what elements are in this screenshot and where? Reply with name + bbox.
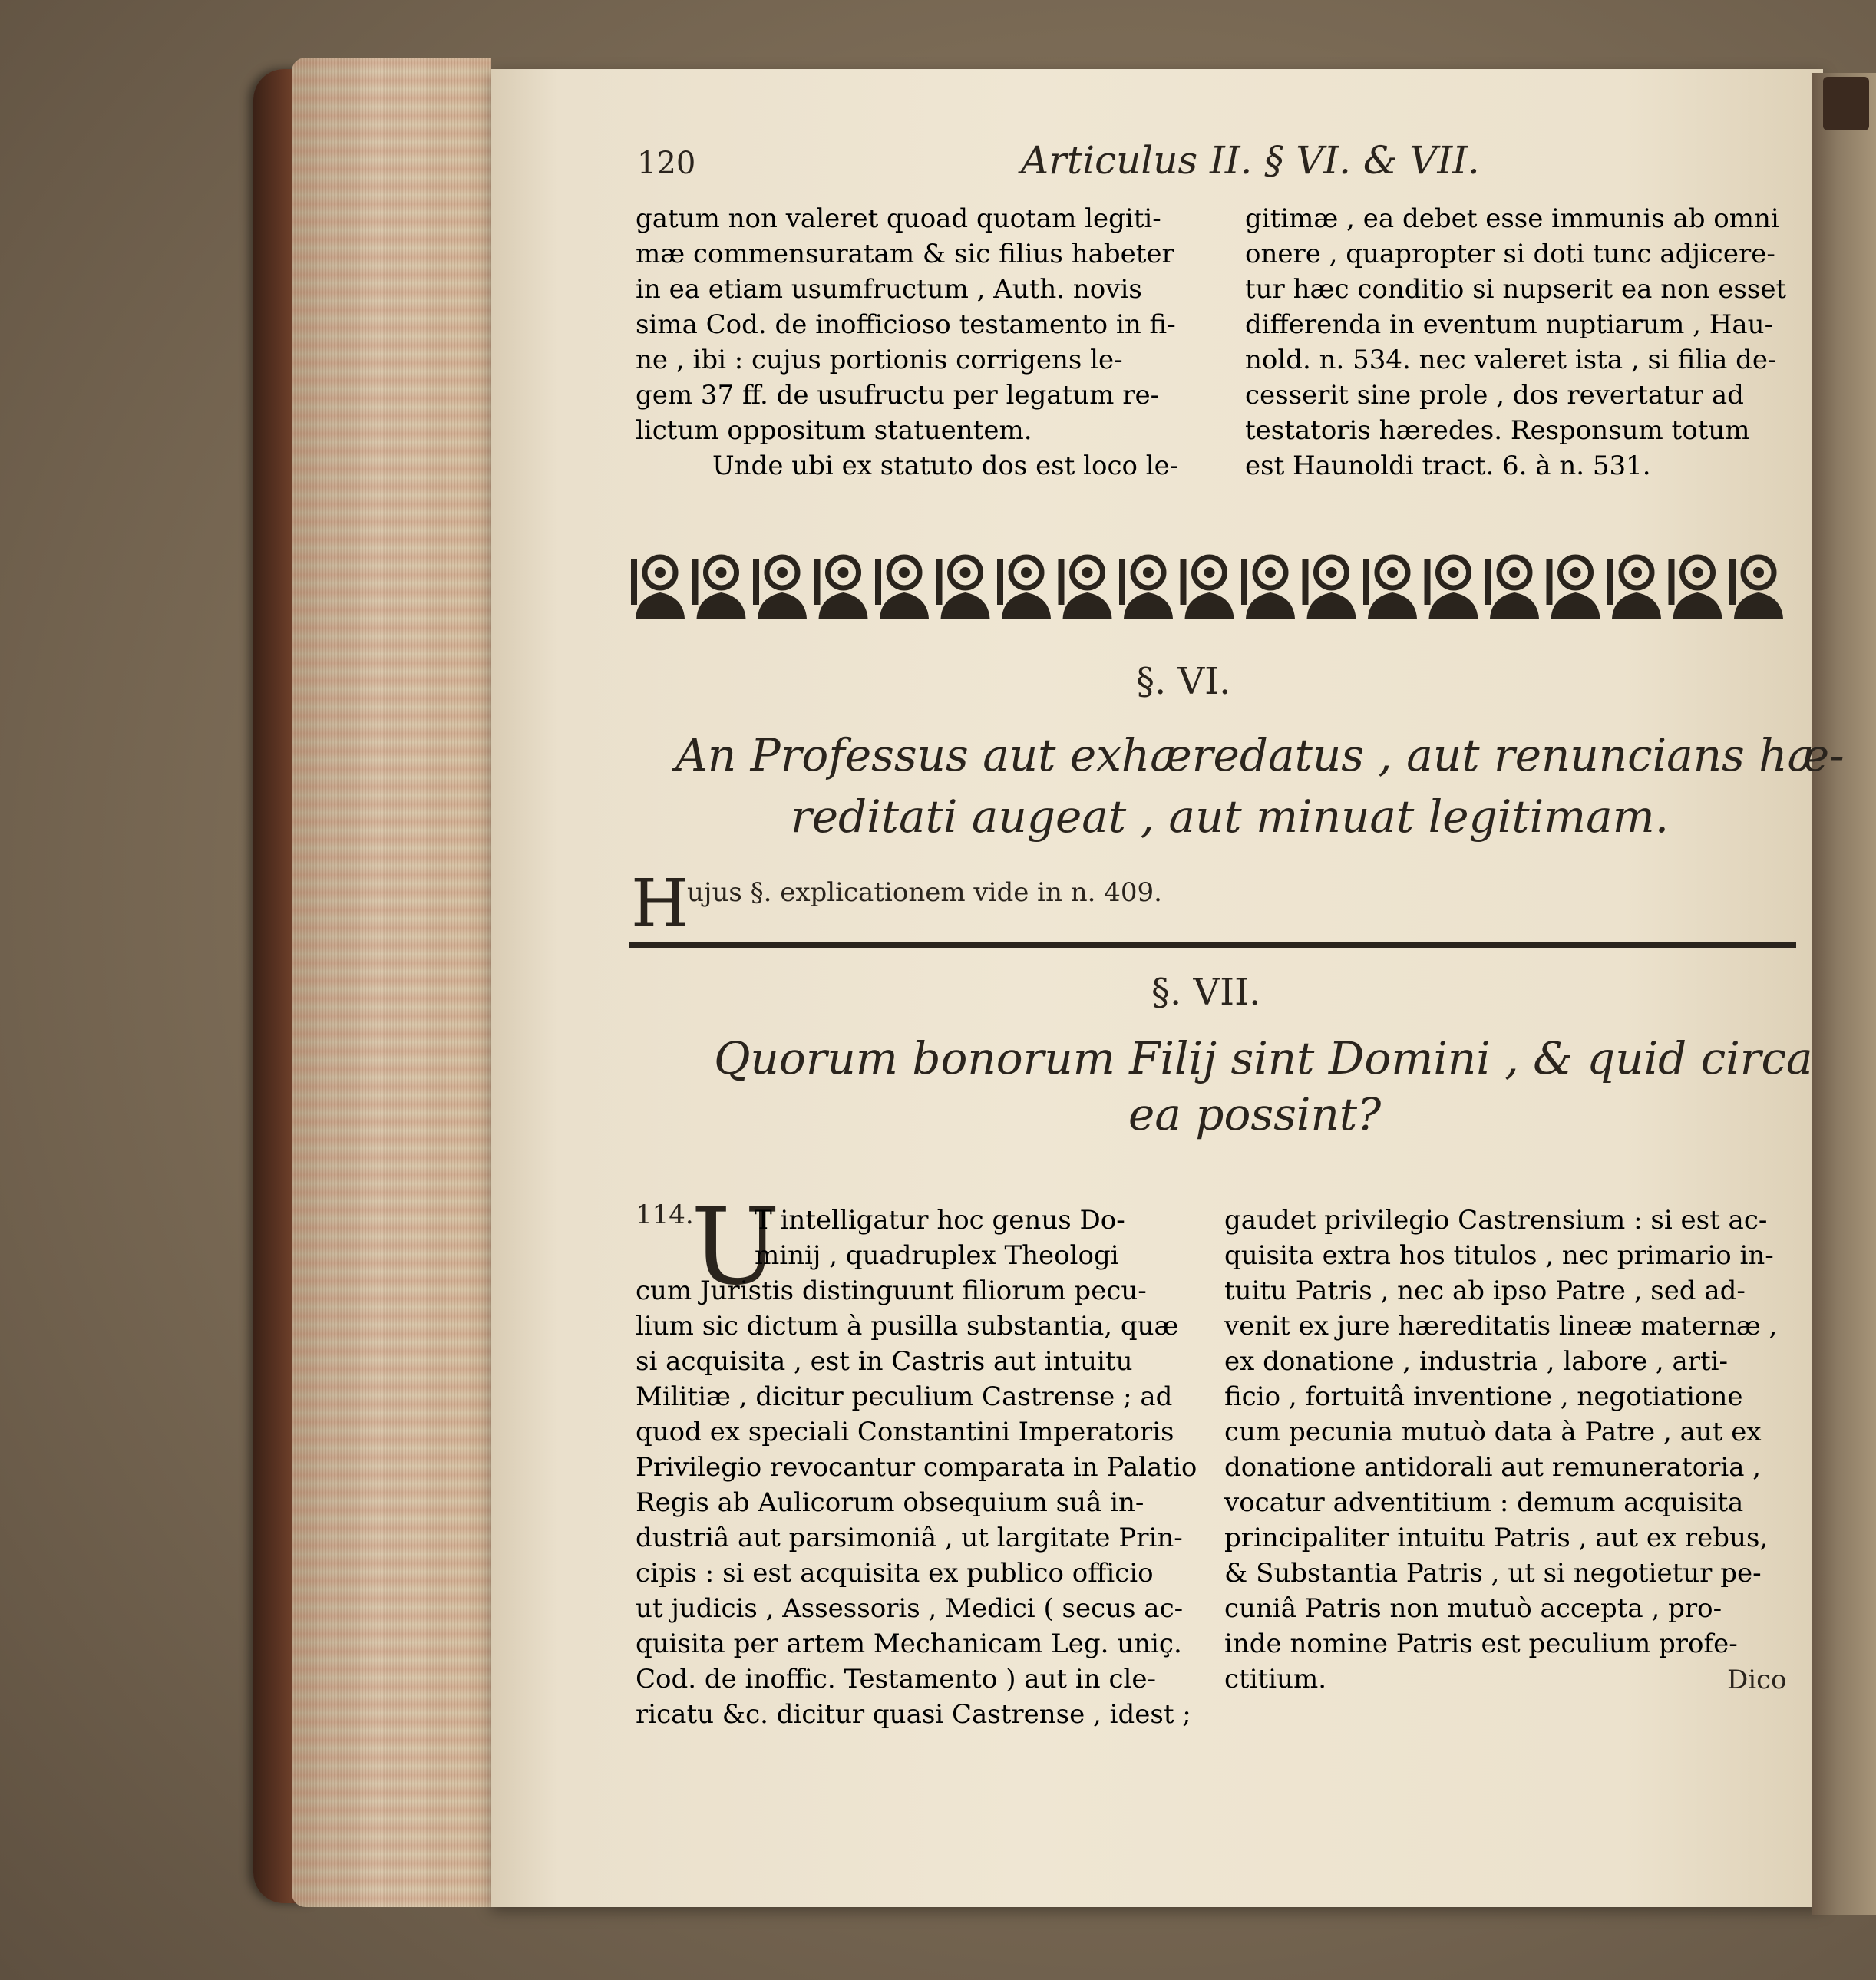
- fleuron-ornament: [936, 557, 990, 619]
- fleuron-ornament: [1729, 557, 1783, 619]
- text-line: lium sic dictum à pusilla substantia, quæ: [636, 1311, 1179, 1341]
- text-line: tuitu Patris , nec ab ipso Patre , sed ad-: [1224, 1275, 1746, 1306]
- drop-capital: U: [691, 1185, 781, 1308]
- text-line: onere , quapropter si doti tunc adjicere-: [1245, 239, 1775, 269]
- text-line: donatione antidorali aut remuneratoria ,: [1224, 1452, 1762, 1483]
- fleuron-ornament: [1425, 557, 1478, 619]
- fleuron-ornament: [875, 557, 929, 619]
- fleuron-ornament: [1303, 557, 1356, 619]
- text-line: gitimæ , ea debet esse immunis ab omni: [1245, 203, 1779, 234]
- text-line: Cod. de inoffic. Testamento ) aut in cle-: [636, 1664, 1157, 1695]
- top-left-column: [636, 201, 1178, 483]
- fleuron-ornament: [997, 557, 1051, 619]
- text-line: ut judicis , Assessoris , Medici ( secus ac-: [636, 1593, 1184, 1624]
- text-line: si acquisita , est in Castris aut intuitu: [636, 1346, 1133, 1377]
- text-line: cuniâ Patris non mutuò accepta , pro-: [1224, 1593, 1722, 1624]
- section-6-body: ujus §. explicationem vide in n. 409.: [687, 877, 1162, 908]
- fleuron-ornament: [1607, 557, 1661, 619]
- section-divider-rule: [629, 942, 1796, 949]
- fleuron-ornament: [1059, 557, 1112, 619]
- text-line: & Substantia Patris , ut si negotietur pe-: [1224, 1558, 1762, 1589]
- section-7-title-line-1: Quorum bonorum Filij sint Domini , & quid circa: [714, 1032, 1813, 1084]
- page-number: 120: [637, 146, 696, 181]
- text-line: Regis ab Aulicorum obsequium suâ in-: [636, 1487, 1144, 1518]
- section-6-initial: H: [631, 866, 689, 942]
- page-edges: [292, 58, 491, 1907]
- text-line: lictum oppositum statuentem.: [636, 415, 1032, 446]
- text-line: est Haunoldi tract. 6. à n. 531.: [1245, 450, 1651, 481]
- fleuron-ornament: [1119, 557, 1173, 619]
- text-line: gaudet privilegio Castrensium : si est ac-: [1224, 1205, 1768, 1236]
- fleuron-ornament: [1181, 557, 1234, 619]
- section-6-title-line-2: reditati augeat , aut minuat legitimam.: [791, 790, 1670, 843]
- section-6-number: §. VI.: [1136, 660, 1231, 703]
- text-line: quisita extra hos titulos , nec primario in-: [1224, 1240, 1774, 1271]
- ornament-band: [629, 553, 1796, 622]
- fleuron-ornament: [1241, 557, 1295, 619]
- top-right-column: [1245, 201, 1786, 483]
- paragraph-number: 114.: [636, 1200, 694, 1230]
- text-line: Unde ubi ex statuto dos est loco le-: [712, 450, 1179, 481]
- text-line: cipis : si est acquisita ex publico officio: [636, 1558, 1154, 1589]
- fleuron-ornament: [1485, 557, 1539, 619]
- section-7-number: §. VII.: [1151, 971, 1261, 1014]
- text-line: minij , quadruplex Theologi: [755, 1240, 1119, 1271]
- fleuron-ornament: [1669, 557, 1722, 619]
- text-line: cesserit sine prole , dos revertatur ad: [1245, 380, 1744, 411]
- text-line: ctitium.: [1224, 1664, 1327, 1695]
- text-line: ficio , fortuitâ inventione , negotiatione: [1224, 1381, 1743, 1412]
- text-line: dustriâ aut parsimoniâ , ut largitate Prin-: [636, 1523, 1183, 1553]
- text-line: venit ex jure hæreditatis lineæ maternæ ,: [1224, 1311, 1778, 1341]
- text-line: nold. n. 534. nec valeret ista , si filia de-: [1245, 345, 1777, 375]
- catchword: Dico: [1727, 1665, 1787, 1695]
- right-page-edge: [1812, 73, 1876, 1915]
- section-6-title-line-1: An Professus aut exhæredatus , aut renuncians hæ-: [675, 729, 1845, 781]
- fleuron-ornament: [814, 557, 868, 619]
- fleuron-ornament: [1363, 557, 1417, 619]
- running-title: Articulus II. § VI. & VII.: [1021, 138, 1480, 183]
- text-line: ne , ibi : cujus portionis corrigens le-: [636, 345, 1123, 375]
- text-line: principaliter intuitu Patris , aut ex rebus,: [1224, 1523, 1769, 1553]
- text-line: testatoris hæredes. Responsum totum: [1245, 415, 1750, 446]
- text-line: tur hæc conditio si nupserit ea non esset: [1245, 274, 1787, 305]
- text-line: quisita per artem Mechanicam Leg. uniç.: [636, 1629, 1182, 1659]
- text-line: Privilegio revocantur comparata in Palatio: [636, 1452, 1197, 1483]
- text-line: ricatu &c. dicitur quasi Castrense , idest ;: [636, 1699, 1191, 1730]
- text-line: vocatur adventitium : demum acquisita: [1224, 1487, 1744, 1518]
- fleuron-ornament: [753, 557, 807, 619]
- text-line: cum pecunia mutuò data à Patre , aut ex: [1224, 1417, 1762, 1447]
- text-line: T intelligatur hoc genus Do-: [755, 1205, 1125, 1236]
- section-7-title-line-2: ea possint?: [1128, 1088, 1382, 1140]
- text-line: differenda in eventum nuptiarum , Hau-: [1245, 309, 1774, 340]
- bottom-right-column: [1224, 1203, 1777, 1697]
- bottom-left-column: [636, 1203, 1197, 1732]
- text-line: gem 37 ff. de usufructu per legatum re-: [636, 380, 1160, 411]
- text-line: quod ex speciali Constantini Imperatoris: [636, 1417, 1174, 1447]
- fleuron-ornament: [1547, 557, 1600, 619]
- text-line: Militiæ , dicitur peculium Castrense ; ad: [636, 1381, 1173, 1412]
- text-line: cum Juristis distinguunt filiorum pecu-: [636, 1275, 1147, 1306]
- text-line: sima Cod. de inofficioso testamento in fi-: [636, 309, 1176, 340]
- text-line: mæ commensuratam & sic filius habeter: [636, 239, 1174, 269]
- fleuron-ornament: [692, 557, 746, 619]
- text-line: ex donatione , industria , labore , arti-: [1224, 1346, 1729, 1377]
- text-line: gatum non valeret quoad quotam legiti-: [636, 203, 1161, 234]
- fleuron-ornament: [631, 557, 685, 619]
- text-line: inde nomine Patris est peculium profe-: [1224, 1629, 1738, 1659]
- text-line: in ea etiam usumfructum , Auth. novis: [636, 274, 1142, 305]
- page-clip: [1823, 77, 1869, 130]
